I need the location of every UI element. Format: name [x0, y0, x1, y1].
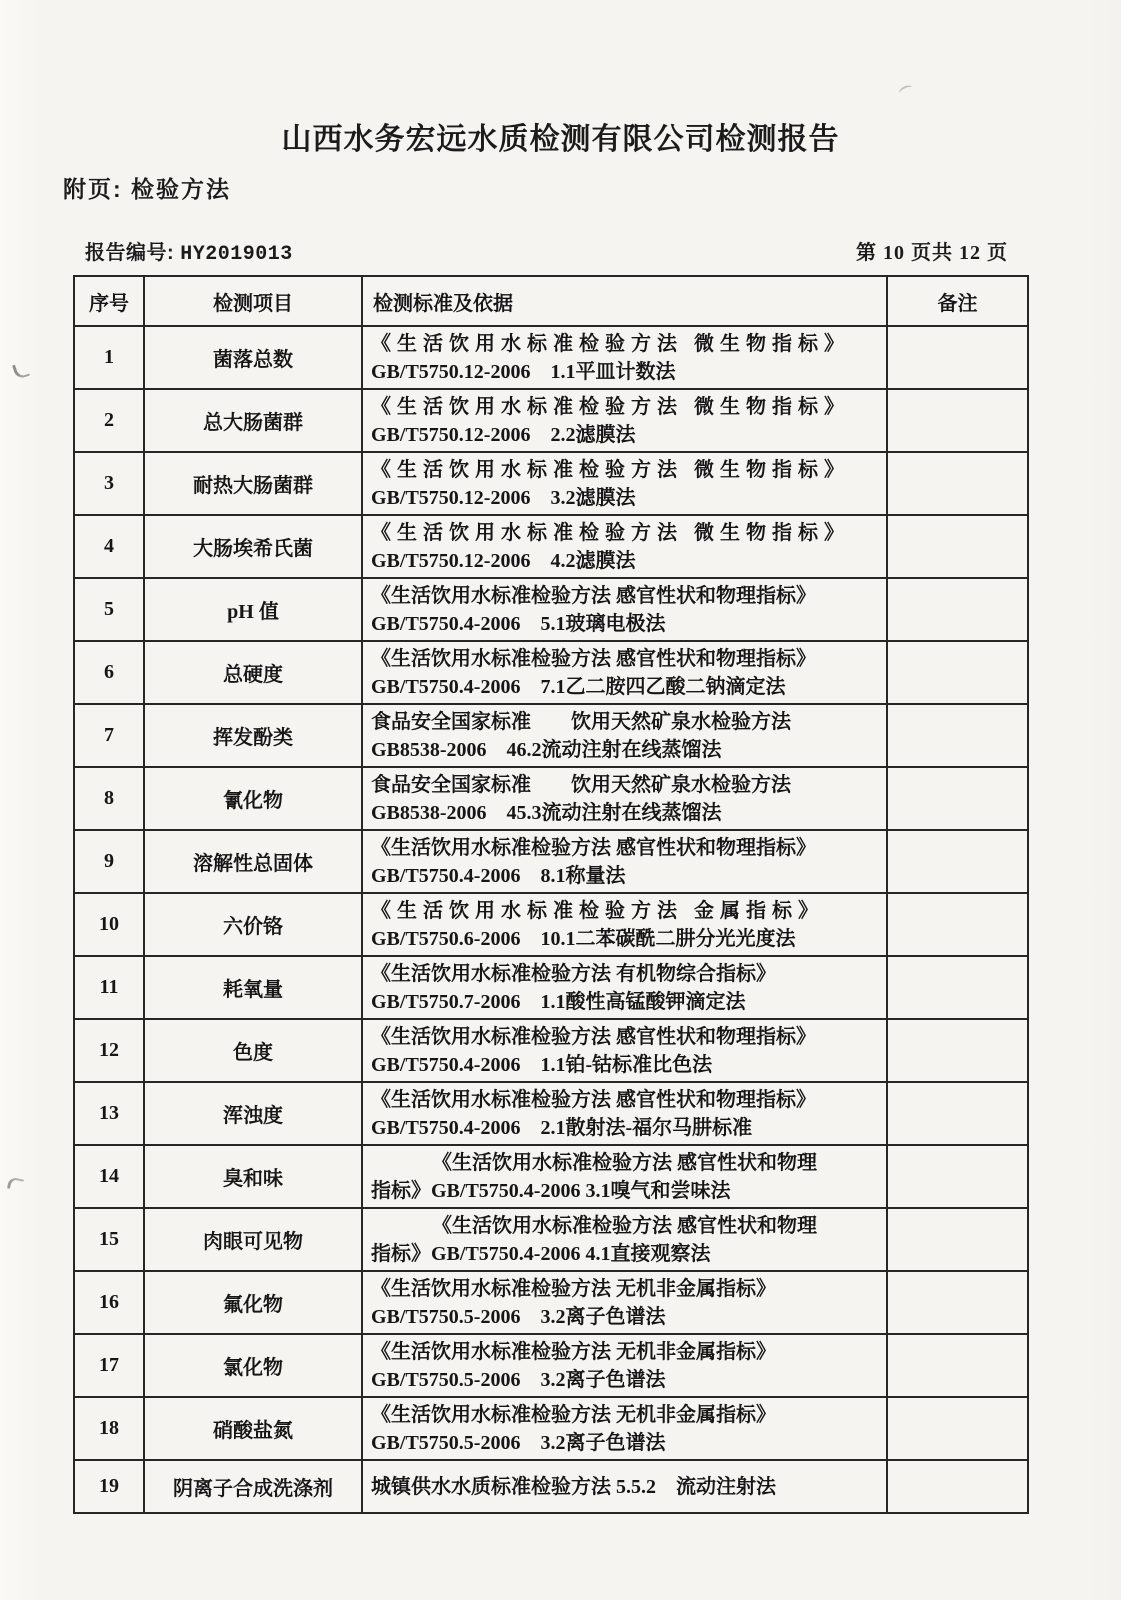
standard-line-1: 《生活饮用水标准检验方法 感官性状和物理指标》 [371, 647, 816, 670]
row-serial-number: 8 [74, 767, 144, 830]
standard-line-1: 《生活饮用水标准检验方法 无机非金属指标》 [371, 1340, 776, 1363]
standard-line-1: 《生活饮用水标准检验方法 感官性状和物理指标》 [371, 1088, 816, 1111]
row-test-item: 总硬度 [144, 641, 362, 704]
standard-line-2: GB/T5750.7-2006 1.1酸性高锰酸钾滴定法 [371, 990, 746, 1013]
row-remark [887, 1397, 1028, 1460]
standard-line-1: 《生活饮用水标准检验方法 微生物指标》 [371, 332, 850, 355]
row-serial-number: 18 [74, 1397, 144, 1460]
row-remark [887, 1145, 1028, 1208]
standard-line-2: GB/T5750.4-2006 5.1玻璃电极法 [371, 612, 666, 635]
row-standard-method [362, 389, 887, 452]
standard-line-2: GB/T5750.12-2006 2.2滤膜法 [371, 423, 636, 446]
row-remark [887, 1334, 1028, 1397]
standard-line-2: GB/T5750.5-2006 3.2离子色谱法 [371, 1305, 666, 1328]
standard-line-2: GB/T5750.6-2006 10.1二苯碳酰二肼分光光度法 [371, 927, 796, 950]
table-row [74, 956, 1028, 1019]
standard-line-2: GB/T5750.4-2006 8.1称量法 [371, 864, 626, 887]
row-test-item: 溶解性总固体 [144, 830, 362, 893]
row-standard-method [362, 1208, 887, 1271]
standard-line-1: 《生活饮用水标准检验方法 感官性状和物理指标》 [371, 1025, 816, 1048]
row-standard-method [362, 1460, 887, 1513]
standard-line-1: 《生活饮用水标准检验方法 感官性状和物理 [432, 1214, 817, 1237]
row-standard-method [362, 1271, 887, 1334]
row-serial-number: 13 [74, 1082, 144, 1145]
row-standard-method [362, 1019, 887, 1082]
row-remark [887, 767, 1028, 830]
row-test-item: 氟化物 [144, 1271, 362, 1334]
row-standard-method [362, 326, 887, 389]
row-serial-number: 11 [74, 956, 144, 1019]
standard-line-1: 《生活饮用水标准检验方法 有机物综合指标》 [371, 962, 776, 985]
header-remark: 备注 [887, 276, 1028, 326]
row-standard-method [362, 1334, 887, 1397]
row-serial-number: 15 [74, 1208, 144, 1271]
standard-line-2: GB8538-2006 45.3流动注射在线蒸馏法 [371, 801, 722, 824]
header-standard: 检测标准及依据 [362, 276, 887, 326]
scan-speck [12, 361, 30, 380]
row-test-item: pH 值 [144, 578, 362, 641]
table-row [74, 704, 1028, 767]
standard-line-2: GB8538-2006 46.2流动注射在线蒸馏法 [371, 738, 722, 761]
row-serial-number: 14 [74, 1145, 144, 1208]
row-serial-number: 10 [74, 893, 144, 956]
standard-line-2: 指标》GB/T5750.4-2006 3.1嗅气和尝味法 [371, 1179, 731, 1202]
row-serial-number: 2 [74, 389, 144, 452]
row-test-item: 大肠埃希氏菌 [144, 515, 362, 578]
row-serial-number: 19 [74, 1460, 144, 1513]
row-remark [887, 893, 1028, 956]
row-standard-method [362, 956, 887, 1019]
standard-line-2: GB/T5750.4-2006 2.1散射法-福尔马肼标准 [371, 1116, 753, 1139]
row-test-item: 肉眼可见物 [144, 1208, 362, 1271]
meta-row [85, 236, 1008, 266]
table-row [74, 1271, 1028, 1334]
standard-line-1: 《生活饮用水标准检验方法 微生物指标》 [371, 458, 850, 481]
table-row [74, 1397, 1028, 1460]
report-number-value: HY2019013 [180, 243, 293, 266]
row-remark [887, 1082, 1028, 1145]
row-serial-number: 4 [74, 515, 144, 578]
row-serial-number: 3 [74, 452, 144, 515]
methods-table [73, 275, 1029, 1514]
row-standard-method [362, 830, 887, 893]
row-remark [887, 1271, 1028, 1334]
table-row [74, 515, 1028, 578]
header-test-item: 检测项目 [144, 276, 362, 326]
row-serial-number: 6 [74, 641, 144, 704]
standard-line-2: GB/T5750.12-2006 4.2滤膜法 [371, 549, 636, 572]
row-standard-method [362, 704, 887, 767]
row-remark [887, 1019, 1028, 1082]
row-test-item: 浑浊度 [144, 1082, 362, 1145]
row-standard-method [362, 1397, 887, 1460]
table-row [74, 1019, 1028, 1082]
standard-line-1: 《生活饮用水标准检验方法 无机非金属指标》 [371, 1277, 776, 1300]
row-serial-number: 16 [74, 1271, 144, 1334]
row-remark [887, 1460, 1028, 1513]
row-serial-number: 17 [74, 1334, 144, 1397]
standard-line-2: GB/T5750.4-2006 7.1乙二胺四乙酸二钠滴定法 [371, 675, 786, 698]
standard-line-1: 食品安全国家标准 饮用天然矿泉水检验方法 [371, 773, 791, 796]
standard-line-2: GB/T5750.5-2006 3.2离子色谱法 [371, 1368, 666, 1391]
standard-line-2: GB/T5750.12-2006 1.1平皿计数法 [371, 360, 676, 383]
row-test-item: 耗氧量 [144, 956, 362, 1019]
row-test-item: 总大肠菌群 [144, 389, 362, 452]
report-number [85, 236, 293, 266]
row-remark [887, 389, 1028, 452]
row-remark [887, 452, 1028, 515]
table-header-row [74, 276, 1028, 326]
row-test-item: 臭和味 [144, 1145, 362, 1208]
table-row [74, 641, 1028, 704]
standard-line-1: 《生活饮用水标准检验方法 无机非金属指标》 [371, 1403, 776, 1426]
standard-line-1: 《生活饮用水标准检验方法 感官性状和物理指标》 [371, 584, 816, 607]
table-row [74, 1208, 1028, 1271]
row-standard-method [362, 578, 887, 641]
row-test-item: 六价铬 [144, 893, 362, 956]
table-row [74, 767, 1028, 830]
standard-line-1: 食品安全国家标准 饮用天然矿泉水检验方法 [371, 710, 791, 733]
row-standard-method [362, 1082, 887, 1145]
scan-speck [898, 83, 914, 97]
row-test-item: 氯化物 [144, 1334, 362, 1397]
report-number-label: 报告编号: [85, 242, 181, 264]
row-serial-number: 5 [74, 578, 144, 641]
standard-line-2: GB/T5750.5-2006 3.2离子色谱法 [371, 1431, 666, 1454]
table-row [74, 830, 1028, 893]
row-remark [887, 641, 1028, 704]
header-serial-number: 序号 [74, 276, 144, 326]
row-test-item: 硝酸盐氮 [144, 1397, 362, 1460]
row-standard-method [362, 515, 887, 578]
row-test-item: 色度 [144, 1019, 362, 1082]
standard-line-2: 指标》GB/T5750.4-2006 4.1直接观察法 [371, 1242, 711, 1265]
table-row [74, 1334, 1028, 1397]
table-row [74, 1082, 1028, 1145]
standard-line-2: GB/T5750.12-2006 3.2滤膜法 [371, 486, 636, 509]
row-serial-number: 9 [74, 830, 144, 893]
row-test-item: 阴离子合成洗涤剂 [144, 1460, 362, 1513]
standard-line-1: 《生活饮用水标准检验方法 感官性状和物理 [432, 1151, 817, 1174]
row-standard-method [362, 767, 887, 830]
row-remark [887, 515, 1028, 578]
row-remark [887, 830, 1028, 893]
scan-speck [7, 1177, 24, 1192]
row-remark [887, 326, 1028, 389]
row-serial-number: 7 [74, 704, 144, 767]
row-test-item: 菌落总数 [144, 326, 362, 389]
row-standard-method [362, 1145, 887, 1208]
table-row [74, 452, 1028, 515]
appendix-subtitle: 附页: 检验方法 [63, 176, 232, 202]
standard-line-2: GB/T5750.4-2006 1.1铂-钴标准比色法 [371, 1053, 713, 1076]
table-row [74, 893, 1028, 956]
row-test-item: 氰化物 [144, 767, 362, 830]
table-row [74, 578, 1028, 641]
row-serial-number: 1 [74, 326, 144, 389]
standard-line-1: 城镇供水水质标准检验方法 5.5.2 流动注射法 [371, 1475, 776, 1498]
row-serial-number: 12 [74, 1019, 144, 1082]
table-row [74, 326, 1028, 389]
row-standard-method [362, 641, 887, 704]
table-row [74, 1145, 1028, 1208]
row-remark [887, 578, 1028, 641]
row-remark [887, 704, 1028, 767]
table-row [74, 1460, 1028, 1513]
page-indicator: 第 10 页共 12 页 [856, 242, 1008, 264]
row-test-item: 耐热大肠菌群 [144, 452, 362, 515]
standard-line-1: 《生活饮用水标准检验方法 金属指标》 [371, 899, 824, 922]
table-row [74, 389, 1028, 452]
row-test-item: 挥发酚类 [144, 704, 362, 767]
row-remark [887, 1208, 1028, 1271]
methods-table-body [74, 326, 1028, 1513]
row-remark [887, 956, 1028, 1019]
standard-line-1: 《生活饮用水标准检验方法 微生物指标》 [371, 521, 850, 544]
standard-line-1: 《生活饮用水标准检验方法 微生物指标》 [371, 395, 850, 418]
row-standard-method [362, 452, 887, 515]
standard-line-1: 《生活饮用水标准检验方法 感官性状和物理指标》 [371, 836, 816, 859]
row-standard-method [362, 893, 887, 956]
page-title: 山西水务宏远水质检测有限公司检测报告 [281, 123, 840, 156]
